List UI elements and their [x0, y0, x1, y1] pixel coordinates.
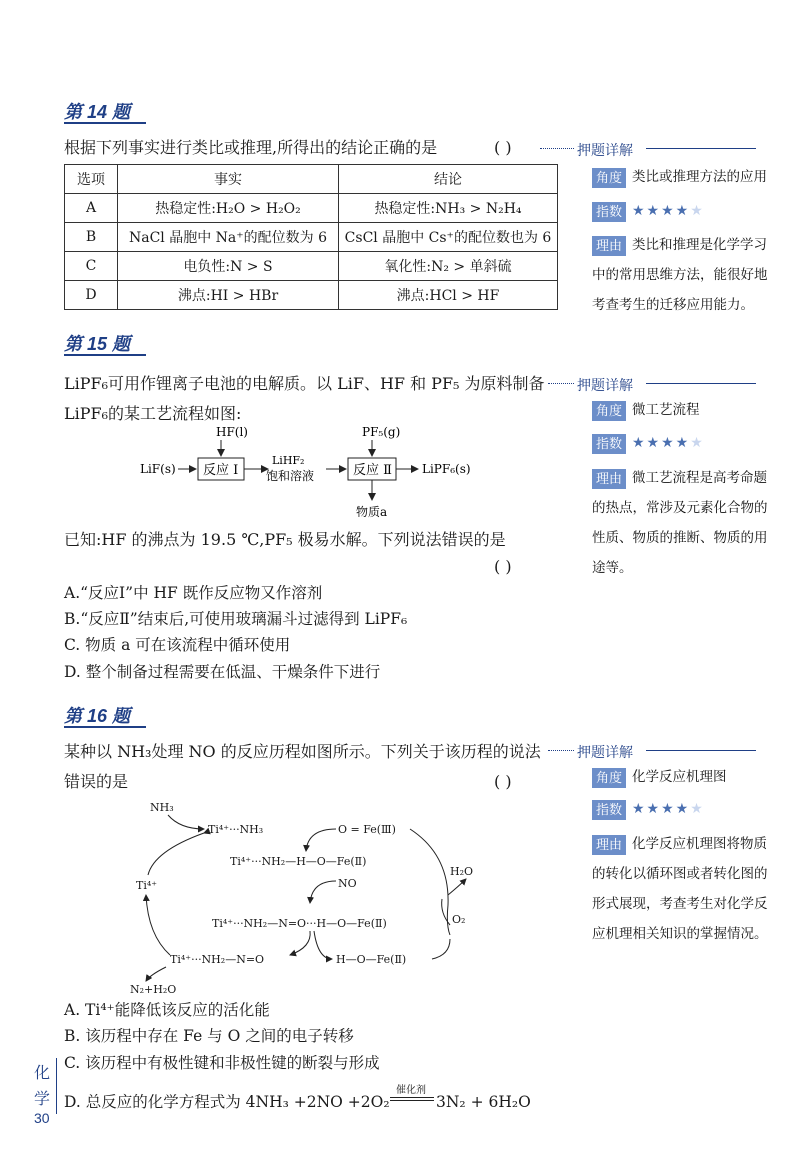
table-cell: 热稳定性:NH₃ > N₂H₄	[339, 194, 558, 223]
option-d: D. 总反应的化学方程式为 4NH₃ +2NO +2O₂	[64, 1093, 390, 1111]
mech-nh3: NH₃	[150, 801, 174, 814]
q14-heading: 第 14 题	[64, 98, 146, 124]
margin-subject-char: 学	[34, 1091, 51, 1108]
mech-s1: Ti⁴⁺···NH₃	[208, 823, 264, 836]
reason-line: 微工艺流程是高考命题	[632, 470, 767, 485]
q14-stem: 根据下列事实进行类比或推理,所得出的结论正确的是	[64, 138, 438, 157]
mech-n2h2o: N₂+H₂O	[130, 983, 177, 995]
reason-line: 途等。	[592, 560, 633, 575]
mech-arrow	[290, 931, 310, 955]
margin-subject-char: 化	[34, 1065, 51, 1082]
reason-line: 的热点，常涉及元素化合物的	[592, 500, 768, 515]
table-header-cell: 事实	[118, 165, 339, 194]
reason-line: 应机理相关知识的掌握情况。	[592, 926, 768, 941]
star-empty-icon: ★	[690, 435, 705, 451]
dotted-leader	[548, 383, 574, 384]
table-cell: A	[65, 194, 118, 223]
margin-rule	[56, 1058, 57, 1114]
table-row	[65, 252, 558, 281]
reason-line: 考查考生的迁移应用能力。	[592, 297, 754, 312]
table-cell: 沸点:HCl > HF	[339, 281, 558, 310]
dotted-leader	[540, 148, 574, 149]
table-row	[65, 281, 558, 310]
q14-answer-paren[interactable]: ( )	[494, 138, 512, 157]
angle-text: 微工艺流程	[632, 402, 700, 417]
mech-arrow	[448, 879, 466, 895]
option-c: C. 物质 a 可在该流程中循环使用	[64, 636, 291, 654]
reason-line: 性质、物质的推断、物质的用	[592, 530, 768, 545]
q15-flow-diagram	[130, 422, 490, 522]
reason-tag: 理由	[592, 835, 626, 855]
index-tag: 指数	[592, 202, 626, 222]
reason-line: 形式展现，考查考生对化学反	[592, 896, 768, 911]
reason-line: 中的常用思维方法，能很好地	[592, 267, 768, 282]
angle-text: 类比或推理方法的应用	[632, 169, 767, 184]
option-b: B. 该历程中存在 Fe 与 O 之间的电子转移	[64, 1027, 354, 1045]
mech-cycle-right	[410, 829, 450, 935]
flow-pf5: PF₅(g)	[362, 425, 401, 439]
dotted-leader	[548, 750, 574, 751]
reason-tag: 理由	[592, 236, 626, 256]
option-d: D. 整个制备过程需要在低温、干燥条件下进行	[64, 663, 381, 681]
index-tag: 指数	[592, 800, 626, 820]
table-header-row	[65, 165, 558, 194]
mech-s4: Ti⁴⁺···NH₂—N=O···H—O—Fe(Ⅱ)	[212, 917, 387, 930]
side-rule	[646, 750, 756, 751]
table-row	[65, 194, 558, 223]
option-c: C. 该历程中有极性键和非极性键的断裂与形成	[64, 1054, 380, 1072]
mech-arrow	[314, 931, 332, 959]
equation-line	[390, 1100, 434, 1101]
mech-ti: Ti⁴⁺	[136, 879, 158, 892]
q16-stem-line2: 错误的是	[64, 772, 129, 791]
mech-s5: Ti⁴⁺···NH₂—N=O	[170, 953, 265, 966]
mech-o2-link	[442, 899, 450, 925]
table-row	[65, 223, 558, 252]
difficulty-stars	[632, 435, 705, 451]
mech-cycle-bottom-right	[432, 939, 450, 959]
flow-substance-a: 物质a	[356, 505, 388, 519]
flow-reaction1: 反应 Ⅰ	[203, 463, 239, 478]
q15-known: 已知:HF 的沸点为 19.5 ℃,PF₅ 极易水解。下列说法错误的是	[64, 530, 506, 549]
q15-stem-line1: LiPF₆可用作锂离子电池的电解质。以 LiF、HF 和 PF₅ 为原料制备	[64, 374, 545, 393]
catalyst-label: 催化剂	[396, 1085, 426, 1096]
flow-hf: HF(l)	[216, 425, 248, 439]
q15-stem-line2: LiPF₆的某工艺流程如图:	[64, 404, 242, 423]
star-empty-icon: ★	[690, 203, 705, 219]
table-cell: 电负性:N > S	[118, 252, 339, 281]
index-tag: 指数	[592, 434, 626, 454]
star-filled-icon: ★★★★	[632, 801, 691, 817]
angle-text: 化学反应机理图	[632, 769, 727, 784]
page-number: 30	[34, 1110, 50, 1126]
table-header-cell: 选项	[65, 165, 118, 194]
table-cell: 氧化性:N₂ > 单斜硫	[339, 252, 558, 281]
option-b: B.“反应Ⅱ”结束后,可使用玻璃漏斗过滤得到 LiPF₆	[64, 610, 408, 628]
reason-tag: 理由	[592, 469, 626, 489]
q16-mechanism-diagram	[110, 795, 510, 995]
mech-arrow	[306, 829, 336, 851]
mech-cycle-left-top	[148, 833, 204, 875]
mech-s2: O = Fe(Ⅲ)	[338, 823, 396, 836]
mech-arrow	[168, 815, 204, 829]
side-title: 押题详解	[577, 377, 633, 393]
flow-product: LiPF₆(s)	[422, 462, 471, 476]
difficulty-stars	[632, 203, 705, 219]
option-a: A. Ti⁴⁺能降低该反应的活化能	[64, 1001, 270, 1019]
star-filled-icon: ★★★★	[632, 203, 691, 219]
mech-s3: Ti⁴⁺···NH₂—H—O—Fe(Ⅱ)	[230, 855, 367, 868]
q15-answer-paren[interactable]: ( )	[494, 557, 512, 576]
star-filled-icon: ★★★★	[632, 435, 691, 451]
equation-products: 3N₂ + 6H₂O	[436, 1093, 531, 1111]
q16-answer-paren[interactable]: ( )	[494, 772, 512, 791]
side-rule	[646, 148, 756, 149]
table-cell: 沸点:HI > HBr	[118, 281, 339, 310]
option-a: A.“反应Ⅰ”中 HF 既作反应物又作溶剂	[64, 584, 323, 602]
star-empty-icon: ★	[690, 801, 705, 817]
table-cell: B	[65, 223, 118, 252]
q16-heading: 第 16 题	[64, 702, 146, 728]
angle-tag: 角度	[592, 768, 626, 788]
flow-reaction2: 反应 Ⅱ	[353, 463, 392, 478]
table-cell: C	[65, 252, 118, 281]
q15-heading: 第 15 题	[64, 330, 146, 356]
reason-line: 化学反应机理图将物质	[632, 836, 767, 851]
flow-lihf2: LiHF₂	[272, 454, 305, 467]
flow-lif: LiF(s)	[140, 462, 176, 476]
mech-cycle-left-bottom	[146, 895, 170, 955]
mech-arrow	[146, 967, 166, 981]
mech-no: NO	[338, 877, 357, 890]
flow-saturated: 饱和溶液	[266, 469, 315, 483]
q16-stem-line1: 某种以 NH₃处理 NO 的反应历程如图所示。下列关于该历程的说法	[64, 742, 541, 761]
side-title: 押题详解	[577, 744, 633, 760]
reason-line: 类比和推理是化学学习	[632, 237, 767, 252]
angle-tag: 角度	[592, 401, 626, 421]
angle-tag: 角度	[592, 168, 626, 188]
mech-h2o: H₂O	[450, 865, 474, 878]
table-cell: CsCl 晶胞中 Cs⁺的配位数也为 6	[339, 223, 558, 252]
mech-s6: H—O—Fe(Ⅱ)	[336, 953, 407, 966]
mech-o2: O₂	[452, 913, 466, 926]
difficulty-stars	[632, 801, 705, 817]
table-cell: 热稳定性:H₂O > H₂O₂	[118, 194, 339, 223]
reason-line: 的转化以循环图或者转化图的	[592, 866, 768, 881]
table-cell: NaCl 晶胞中 Na⁺的配位数为 6	[118, 223, 339, 252]
table-header-cell: 结论	[339, 165, 558, 194]
side-rule	[646, 383, 756, 384]
equation-line	[390, 1097, 434, 1098]
table-cell: D	[65, 281, 118, 310]
mech-arrow	[310, 881, 336, 903]
q14-table	[64, 164, 558, 310]
side-title: 押题详解	[577, 142, 633, 158]
